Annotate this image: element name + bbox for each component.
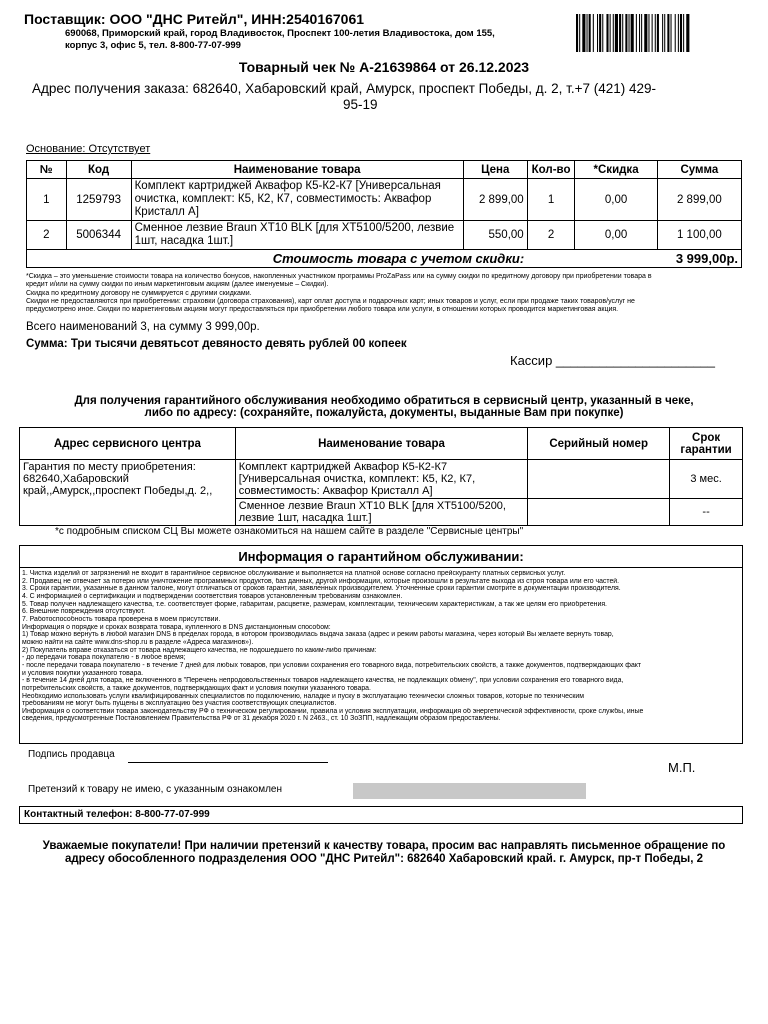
table-row — [27, 221, 742, 250]
item-discount: 0,00 — [575, 221, 657, 250]
barcode-bar — [613, 14, 614, 52]
stamp-placeholder: М.П. — [668, 760, 696, 775]
note-line: Скидка по кредитному договору не суммируется с другими скидками. — [26, 289, 252, 297]
item-name: Комплект картриджей Аквафор К5-К2-К7 [Универсальная очистка, комплект: К5, К2, К7, совместимость: Аквафор Кристалл А] — [131, 179, 463, 221]
col-discount: *Скидка — [575, 161, 657, 179]
barcode-bar — [576, 14, 578, 52]
service-product-name: Сменное лезвие Braun XT10 BLK [для XT5100/5200, лезвие 1шт, насадка 1шт.] — [235, 499, 527, 526]
info-line: 7. Работоспособность товара проверена в моем присутствии. — [22, 615, 221, 623]
barcode-bar — [619, 14, 621, 52]
pickup-address-line2: 95-19 — [343, 97, 378, 112]
sum-in-words: Сумма: Три тысячи девятьсот девяносто девять рублей 00 копеек — [26, 338, 407, 350]
no-claims-label: Претензий к товару не имею, с указанным ознакомлен — [28, 784, 282, 795]
info-line: потребительских свойств, а также документов, подтверждающих факт и условия покупки указанного товара. — [22, 684, 371, 692]
info-line: - в течение 14 дней для товара, не включенного в "Перечень непродовольственных товаров надлежащего качества, не подлежащих обмену", при условии сохранения его товарного вида, — [22, 677, 624, 685]
barcode-bar — [644, 14, 647, 52]
barcode-bar — [602, 14, 603, 52]
barcode-bar — [631, 14, 634, 52]
warranty-intro-line1: Для получения гарантийного обслуживания необходимо обратиться в сервисный центр, указанный в чеке, — [74, 395, 694, 407]
warranty-info-title: Информация о гарантийном обслуживании: — [238, 549, 524, 564]
service-header-row — [20, 428, 743, 460]
info-line: 6. Внешние повреждения отсутствуют. — [22, 608, 146, 616]
barcode-bar — [671, 14, 672, 52]
col-sum: Сумма — [657, 161, 741, 179]
item-price: 550,00 — [463, 221, 527, 250]
col-name: Наименование товара — [131, 161, 463, 179]
info-line: 2. Продавец не отвечает за потерю или уничтожение программных продуктов, баз данных, другой информации, которые произошли в результате выхода из строя товара или его частей. — [22, 577, 620, 585]
barcode-bar — [599, 14, 601, 52]
warranty-info-box — [19, 545, 743, 744]
contact-phone: Контактный телефон: 8-800-77-07-999 — [24, 809, 210, 820]
barcode-bar — [683, 14, 684, 52]
item-num: 2 — [27, 221, 67, 250]
serial-number — [528, 499, 670, 526]
customer-signature-field — [353, 783, 586, 799]
warranty-info-text — [22, 570, 738, 723]
info-line: 3. Сроки гарантии, указанные в данном талоне, могут отличаться от сроков гарантии, заявленных производителем. Уточненные сроки гарантии смотрите в документации производителя. — [22, 585, 621, 593]
info-line: 1) Товар можно вернуть в любой магазин DNS в пределах города, в котором производилась выдача заказа (адрес и режим работы магазина, через который Вы желаете вернуть товар, — [22, 631, 614, 639]
service-address: Гарантия по месту приобретения: 682640,Хабаровский край,,Амурск,,проспект Победы,д. 2,, — [20, 460, 236, 526]
item-sum: 2 899,00 — [657, 179, 741, 221]
seller-signature-line — [128, 762, 328, 763]
barcode-bar — [597, 14, 598, 52]
col-qty: Кол-во — [527, 161, 575, 179]
item-qty: 2 — [527, 221, 575, 250]
barcode-bar — [587, 14, 588, 52]
barcode — [576, 14, 746, 52]
items-header-row — [27, 161, 742, 179]
info-line: - после передачи товара покупателю - в течение 7 дней для любых товаров, при условии сохранения его товарного вида, потребительских свойств, а также документов, подтверждающих факт — [22, 661, 642, 669]
note-line: кредит и/или на сумму скидки по иным маркетинговым акциям (далее именуемые – Скидки). — [26, 281, 329, 289]
info-line: - до передачи товара покупателю - в любое время; — [22, 654, 186, 662]
footer-line2: адресу обособленного подразделения ООО "ДНС Ритейл": 682640 Хабаровский край. г. Амурск, пр-т Победы, 2 — [64, 853, 704, 865]
barcode-bar — [589, 14, 591, 52]
supplier-line: Поставщик: ООО "ДНС Ритейл", ИНН:2540167061 — [24, 11, 365, 27]
barcode-bar — [652, 14, 653, 52]
barcode-bar — [667, 14, 669, 52]
basis: Основание: Отсутствует — [26, 143, 151, 155]
barcode-bar — [615, 14, 618, 52]
barcode-bar — [686, 14, 689, 52]
col-serial: Серийный номер — [528, 428, 670, 460]
info-line: Информация о соответствии товара законодательству РФ о техническом регулировании, правила и условия эксплуатации, информация об энергетической эффективности, сроке службы, иные — [22, 707, 644, 715]
supplier-address-line2: корпус 3, офис 5, тел. 8-800-77-07-999 — [65, 40, 241, 51]
barcode-bar — [639, 14, 640, 52]
cashier-signature: Кассир ______________________ — [510, 353, 715, 368]
note-line: *Скидка – это уменьшение стоимости товара на количество бонусов, накопленных участником программы ProZaPass или на сумму скидки по кредитному договору при приобретении товара в — [26, 273, 652, 280]
barcode-bar — [680, 14, 682, 52]
item-discount: 0,00 — [575, 179, 657, 221]
barcode-bar — [662, 14, 663, 52]
barcode-bar — [675, 14, 676, 52]
barcode-bar — [655, 14, 656, 52]
barcode-bar — [593, 14, 594, 52]
warranty-intro-line2: либо по адресу: (сохраняйте, пожалуйста, документы, выданные Вам при покупке) — [144, 407, 624, 419]
col-code: Код — [66, 161, 131, 179]
table-row — [27, 179, 742, 221]
item-price: 2 899,00 — [463, 179, 527, 221]
service-product-name: Комплект картриджей Аквафор К5-К2-К7 [Универсальная очистка, комплект: К5, К2, К7, совместимость: Аквафор Кристалл А] — [235, 460, 527, 499]
info-line: 2) Покупатель вправе отказаться от товара надлежащего качества, не подошедшего по каким-либо причинам: — [22, 646, 377, 654]
item-num: 1 — [27, 179, 67, 221]
barcode-bar — [606, 14, 608, 52]
service-center-table — [19, 427, 743, 526]
item-name: Сменное лезвие Braun XT10 BLK [для XT5100/5200, лезвие 1шт, насадка 1шт.] — [131, 221, 463, 250]
footer-line1: Уважаемые покупатели! При наличии претензий к качеству товара, просим вас направлять письменное обращение по — [42, 840, 726, 852]
info-line: 4. С информацией о сертификации и подтверждении соответствия товаров установленным требованиям ознакомлен. — [22, 592, 403, 600]
barcode-bar — [625, 14, 627, 52]
pickup-address-line1: Адрес получения заказа: 682640, Хабаровский край, Амурск, проспект Победы, д. 2, т.+7 (421) 429- — [32, 81, 657, 96]
barcode-bar — [579, 14, 580, 52]
seller-signature-label: Подпись продавца — [28, 749, 115, 760]
receipt-title: Товарный чек № А-21639864 от 26.12.2023 — [238, 59, 530, 75]
barcode-bar — [582, 14, 585, 52]
total-row — [27, 250, 742, 268]
barcode-bar — [657, 14, 659, 52]
warranty-term: -- — [670, 499, 743, 526]
note-line: предусмотрено иное. Скидки по маркетинговым акциям могут предоставляться при приобретении любого товара или услуги, в отношении которых проводится маркетинговая акция. — [26, 306, 619, 314]
supplier-address-line1: 690068, Приморский край, город Владивосток, Проспект 100-летия Владивостока, дом 155, — [65, 28, 495, 39]
info-line: Информация о порядке и сроках возврата товара, купленного в DNS дистанционным способом: — [22, 623, 331, 631]
item-code: 1259793 — [66, 179, 131, 221]
barcode-bar — [648, 14, 649, 52]
item-qty: 1 — [527, 179, 575, 221]
serial-number — [528, 460, 670, 499]
warranty-term: 3 мес. — [670, 460, 743, 499]
barcode-bar — [610, 14, 611, 52]
barcode-bar — [678, 14, 679, 52]
info-line: требованиям не могут быть пущены в эксплуатацию без участия соответствующих специалистов. — [22, 700, 337, 708]
info-line: сведения, предусмотренные Постановлением Правительства РФ от 31 декабря 2020 г. N 2463., ст. 10 ЗоЗПП, надлежащим образом предоставлены. — [22, 715, 501, 723]
info-line: и условия покупки указанного товара. — [22, 669, 144, 677]
col-num: № — [27, 161, 67, 179]
total-items: Всего наименований 3, на сумму 3 999,00р. — [26, 321, 260, 333]
discount-notes — [26, 273, 746, 314]
col-warranty-term: Срок гарантии — [670, 428, 743, 460]
total-label: Стоимость товара с учетом скидки: — [27, 250, 528, 268]
items-table — [26, 160, 742, 268]
barcode-bar — [664, 14, 665, 52]
barcode-bar — [641, 14, 642, 52]
info-line: 5. Товар получен надлежащего качества, т.е. соответствует форме, габаритам, расцветке, размерам, комплектации, техническим характеристикам, а так же целям его приобретения. — [22, 600, 607, 608]
contact-phone-box — [19, 806, 743, 824]
info-line: можно найти на сайте www.dns-shop.ru в разделе «Адреса магазинов»). — [22, 638, 254, 646]
barcode-bar — [636, 14, 637, 52]
service-footnote: *с подробным списком СЦ Вы можете ознакомиться на нашем сайте в разделе "Сервисные центры" — [55, 526, 524, 537]
barcode-bar — [629, 14, 630, 52]
col-service-product: Наименование товара — [235, 428, 527, 460]
item-sum: 1 100,00 — [657, 221, 741, 250]
col-price: Цена — [463, 161, 527, 179]
info-line: 1. Чистка изделий от загрязнений не входит в гарантийное сервисное обслуживание и выполняется на платной основе согласно прейскуранту платных сервисных услуг. — [22, 570, 566, 577]
info-line: Необходимо использовать услуги квалифицированных специалистов по подключению, наладке и пуску в эксплуатацию технически сложных товаров, которые по техническим — [22, 692, 584, 700]
col-service-address: Адрес сервисного центра — [20, 428, 236, 460]
note-line: Скидки не предоставляются при приобретении: страховки (договора страхования), карт оплат доступа и подарочных карт; иных товаров и услуг, если при продаже таких товаров/услуг не — [26, 297, 635, 305]
total-value: 3 999,00р. — [527, 250, 741, 268]
barcode-bar — [622, 14, 623, 52]
item-code: 5006344 — [66, 221, 131, 250]
table-row — [20, 460, 743, 499]
